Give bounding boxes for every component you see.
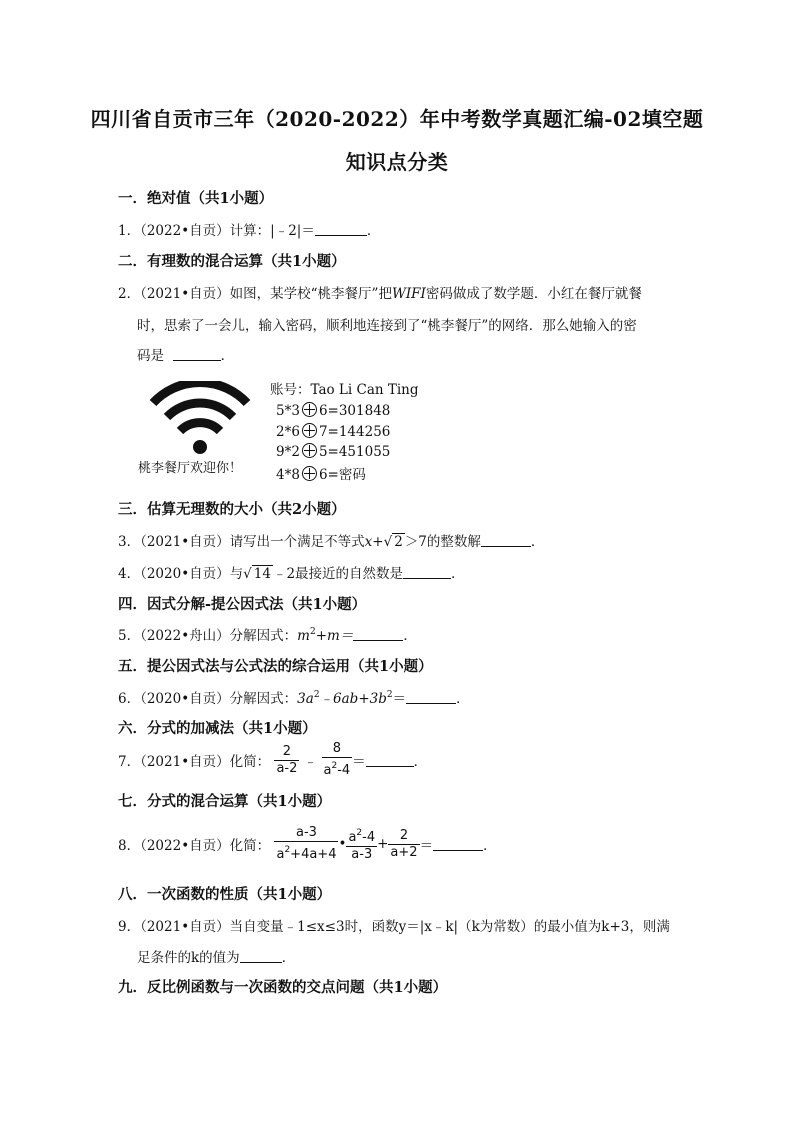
q6-text: 6．（2020•自贡）分解因式： [118, 691, 298, 707]
q4-rest: ﹣2最接近的自然数是 [272, 566, 404, 582]
q4-text: 4．（2020•自贡）与 [118, 566, 244, 582]
wifi-caption: 桃李餐厅欢迎你！ [138, 461, 243, 476]
q2-text-b: 密码做成了数学题．小红在餐厅就餐 [425, 286, 642, 302]
radicand: 14 [253, 566, 271, 582]
exponent: 2 [331, 761, 338, 771]
numerator [346, 825, 377, 847]
denominator: a-2 [276, 760, 298, 776]
answer-blank [433, 838, 483, 851]
section-heading: 四．因式分解-提公因式法（共1小题） [118, 596, 367, 613]
question-1 [118, 219, 380, 239]
equals-sign: ＝ [419, 838, 434, 854]
section-heading: 六．分式的加减法（共1小题） [118, 720, 317, 737]
q8-text: 8．（2022•自贡）化简： [118, 838, 271, 854]
exponent: 2 [309, 627, 316, 637]
sqrt-symbol: √ 2 [383, 534, 403, 550]
question-9-line1: 9．（2021•自贡）当自变量﹣1≤x≤3时，函数y＝|x﹣k|（k为常数）的最小值为k+3，则满 [118, 919, 670, 935]
answer-blank [366, 754, 414, 767]
denominator [322, 758, 353, 779]
wifi-row [276, 402, 390, 419]
answer-blank [315, 223, 367, 236]
q6-suffix: ． [456, 691, 470, 707]
q5-text: 5．（2022•舟山）分解因式： [118, 628, 298, 644]
q7-text: 7．（2021•自贡）化简： [118, 754, 271, 770]
circled-plus-icon [302, 443, 317, 458]
q3-rest: ＞7的整数解 [404, 534, 481, 550]
question-7 [118, 741, 427, 779]
q9-text: 足条件的k的值为 [137, 950, 240, 966]
q3-plus: + [372, 534, 384, 550]
row-left: 5*3 [276, 403, 300, 419]
question-4 [118, 562, 465, 582]
answer-blank [353, 628, 403, 641]
fraction [322, 741, 353, 779]
section-heading: 三．估算无理数的大小（共2小题） [118, 501, 346, 518]
multiply-dot: • [338, 836, 347, 852]
row-right: 6=301848 [318, 403, 391, 419]
numerator-rest: -4 [362, 830, 376, 845]
numerator: a-3 [274, 825, 338, 842]
fraction [388, 828, 419, 861]
wifi-row [276, 463, 366, 483]
row-right: 5=451055 [318, 444, 391, 460]
answer-blank [403, 566, 451, 579]
q5-expr-b: +m＝ [315, 628, 354, 644]
section-heading: 二．有理数的混合运算（共1小题） [118, 253, 346, 270]
q7-suffix: ． [413, 754, 428, 770]
section-heading: 八．一次函数的性质（共1小题） [118, 886, 332, 903]
question-2-line1 [118, 282, 642, 302]
row-right: 6=密码 [318, 467, 366, 483]
radicand: 2 [394, 534, 403, 550]
wifi-icon [145, 381, 255, 461]
minus-sign: ﹣ [303, 754, 318, 770]
wifi-figure [130, 375, 450, 485]
question-9-line2 [137, 946, 295, 966]
question-6 [118, 687, 470, 707]
denominator-rest: -4 [337, 763, 351, 778]
denominator: a-3 [351, 847, 373, 862]
wifi-row [276, 423, 390, 440]
denominator-base: a [276, 847, 285, 862]
denominator-base: a [323, 763, 332, 778]
q2-wifi: WIFI [391, 286, 426, 302]
exponent: 2 [284, 845, 291, 855]
row-left: 4*8 [276, 467, 300, 483]
q5-expr: m [297, 628, 310, 644]
fraction [274, 825, 338, 863]
question-2-line2: 时，思索了一会儿，输入密码，顺利地连接到了“桃李餐厅”的网络．那么她输入的密 [137, 318, 637, 334]
answer-blank [173, 348, 221, 361]
exponent: 2 [356, 828, 363, 838]
answer-blank [481, 534, 531, 547]
q6-expr-b: ﹣6ab+3b [319, 691, 387, 707]
q8-suffix: ． [483, 838, 497, 854]
denominator [274, 842, 338, 863]
numerator: 2 [274, 744, 299, 761]
q3-text: 3．（2021•自贡）请写出一个满足不等式 [118, 534, 365, 550]
page-title-line1: 四川省自贡市三年（2020-2022）年中考数学真题汇编-02填空题 [90, 107, 704, 131]
q1-text: 1．（2022•自贡）计算：|﹣2|＝ [118, 223, 315, 239]
numerator-base: a [348, 830, 357, 845]
fraction [346, 825, 377, 863]
answer-blank [240, 950, 282, 963]
q9-suffix: ． [281, 950, 296, 966]
fraction [274, 744, 299, 777]
wifi-row [276, 443, 390, 460]
question-8 [118, 825, 497, 863]
question-2-line3 [137, 344, 234, 364]
exponent: 2 [313, 690, 320, 700]
section-heading: 一．绝对值（共1小题） [118, 190, 274, 207]
circled-plus-icon [302, 402, 317, 417]
exponent: 2 [386, 690, 393, 700]
q5-suffix: ． [403, 628, 417, 644]
q4-suffix: ． [451, 566, 465, 582]
question-5 [118, 624, 417, 644]
equals-sign: ＝ [352, 754, 366, 770]
denominator: a+2 [390, 844, 418, 860]
q6-eq: ＝ [392, 691, 407, 707]
q3-suffix: ． [530, 534, 545, 550]
numerator: 8 [322, 741, 353, 758]
circled-plus-icon [302, 466, 317, 481]
q2-suffix: ． [220, 348, 235, 364]
sqrt-symbol: √ 14 [243, 566, 271, 582]
section-heading: 五．提公因式法与公式法的综合运用（共1小题） [118, 658, 433, 675]
q3-var: x [364, 534, 373, 550]
denominator-rest: +4a+4 [290, 847, 337, 862]
row-right: 7=144256 [318, 424, 391, 440]
q1-suffix: ． [366, 223, 381, 239]
section-heading: 九．反比例函数与一次函数的交点问题（共1小题） [118, 979, 448, 996]
q2-text: 2．（2021•自贡）如图，某学校“桃李餐厅”把 [118, 286, 392, 302]
section-heading: 七．分式的混合运算（共1小题） [118, 793, 332, 810]
q2-text-c: 码是 [137, 348, 164, 364]
row-left: 9*2 [276, 444, 300, 460]
circled-plus-icon [302, 423, 317, 438]
numerator: 2 [388, 828, 419, 845]
page-title-line2: 知识点分类 [345, 150, 449, 174]
answer-blank [406, 691, 456, 704]
plus-sign: + [377, 836, 389, 852]
row-left: 2*6 [276, 424, 300, 440]
question-3 [118, 530, 544, 550]
wifi-account: 账号：Tao Li Can Ting [270, 382, 419, 398]
q6-expr: 3a [297, 691, 314, 707]
